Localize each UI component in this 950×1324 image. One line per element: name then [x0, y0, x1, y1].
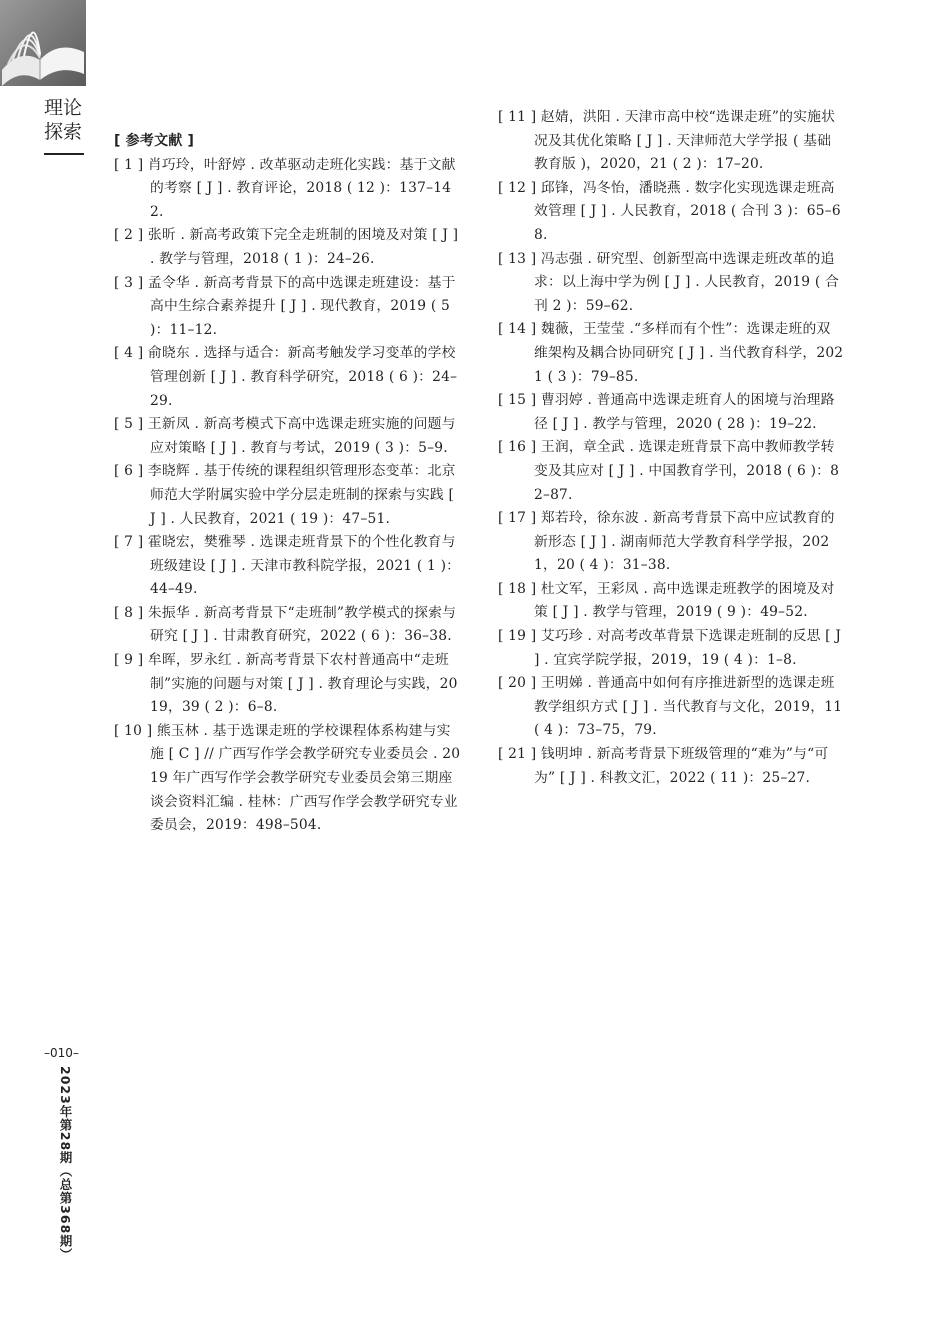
page-number: –010– [44, 1046, 79, 1060]
reference-item: [ 3 ] 孟令华 . 新高考背景下的高中选课走班建设：基于高中生综合素养提升 [ J ] . 现代教育，2019 ( 5 )：11–12. [114, 274, 456, 338]
reference-item: [ 2 ] 张昕 . 新高考政策下完全走班制的困境及对策 [ J ] . 教学与管理，2018 ( 1 )：24–26. [114, 227, 463, 267]
reference-item: [ 19 ] 艾巧珍 . 对高考改革背景下选课走班制的反思 [ J ] . 宜宾学院学报，2019，19 ( 4 )：1–8. [498, 628, 846, 668]
reference-list-right [498, 106, 847, 790]
references-right-column [498, 106, 847, 790]
reference-item: [ 18 ] 杜文军，王彩凤 . 高中选课走班教学的困境及对策 [ J ] . 教学与管理，2019 ( 9 )：49–52. [498, 580, 835, 621]
reference-item: [ 17 ] 郑若玲，徐东波 . 新高考背景下高中应试教育的新形态 [ J ] . 湖南师范大学教育科学学报，2021，20 ( 4 )：31–38. [498, 510, 835, 574]
reference-item: [ 5 ] 王新凤 . 新高考模式下高中选课走班实施的问题与应对策略 [ J ] . 教育与考试，2019 ( 3 )：5–9. [114, 416, 456, 456]
reference-item: [ 14 ] 魏薇，王莹莹 .“多样而有个性”：选课走班的双维架构及耦合协同研究 [ J ] . 当代教育科学，2021 ( 3 )：79–85. [498, 321, 844, 385]
reference-item: [ 13 ] 冯志强 . 研究型、创新型高中选课走班改革的追求：以上海中学为例 [ J ] . 人民教育，2019 ( 合刊 2 )：59–62. [498, 250, 840, 314]
reference-item: [ 9 ] 牟晖，罗永红 . 新高考背景下农村普通高中“走班制”实施的问题与对策 [ J ] . 教育理论与实践，2019，39 ( 2 )：6–8. [114, 652, 458, 716]
section-rule [44, 153, 84, 155]
open-book-image [0, 0, 86, 86]
reference-item: [ 10 ] 熊玉林 . 基于选课走班的学校课程体系构建与实施 [ C ] // 广西写作学会教学研究专业委员会 . 2019 年广西写作学会教学研究专业委员会第三期座谈会资料汇编 . 桂林：广西写作学会教学研究专业委员会，2019：498–504. [114, 722, 461, 834]
reference-item: [ 16 ] 王润，章全武 . 选课走班背景下高中教师教学转变及其应对 [ J ] . 中国教育学刊，2018 ( 6 )：82–87. [498, 439, 840, 503]
section-label: 理论探索 [44, 97, 83, 143]
reference-item: [ 1 ] 肖巧玲，叶舒婷 . 改革驱动走班化实践：基于文献的考察 [ J ] . 教育评论，2018 ( 12 )：137–142. [114, 156, 456, 220]
references-heading: [ 参考文献 ] [114, 133, 195, 149]
reference-item: [ 20 ] 王明娣 . 普通高中如何有序推进新型的选课走班教学组织方式 [ J ] . 当代教育与文化，2019，11 ( 4 )：73–75，79. [498, 675, 847, 739]
reference-item: [ 6 ] 李晓辉 . 基于传统的课程组织管理形态变革：北京师范大学附属实验中学分层走班制的探索与实践 [ J ] . 人民教育，2021 ( 19 )：47–51. [114, 463, 459, 527]
reference-item: [ 21 ] 钱明坤 . 新高考背景下班级管理的“难为”与“可为” [ J ] . 科教文汇，2022 ( 11 )：25–27. [498, 746, 829, 786]
reference-item: [ 12 ] 邱锋，冯冬怡，潘晓燕 . 数字化实现选课走班高效管理 [ J ] . 人民教育，2018 ( 合刊 3 )：65–68. [498, 179, 841, 243]
references-left-column [114, 130, 464, 838]
issue-info: 2023年第28期（总第368期） [58, 1066, 73, 1262]
reference-item: [ 8 ] 朱振华 . 新高考背景下“走班制”教学模式的探索与研究 [ J ] . 甘肃教育研究，2022 ( 6 )：36–38. [114, 604, 457, 645]
reference-item: [ 11 ] 赵婧，洪阳 . 天津市高中校“选课走班”的实施状况及其优化策略 [ J ] . 天津师范大学学报 ( 基础教育版 )，2020，21 ( 2 )：17–20. [498, 109, 836, 173]
reference-list-left [114, 154, 464, 838]
reference-item: [ 7 ] 霍晓宏，樊雅琴 . 选课走班背景下的个性化教育与班级建设 [ J ] . 天津市教科院学报，2021 ( 1 )：44–49. [114, 534, 461, 598]
reference-item: [ 15 ] 曹羽婷 . 普通高中选课走班育人的困境与治理路径 [ J ] . 教学与管理，2020 ( 28 )：19–22. [498, 392, 835, 432]
reference-item: [ 4 ] 俞晓东 . 选择与适合：新高考触发学习变革的学校管理创新 [ J ] . 教育科学研究，2018 ( 6 )：24–29. [114, 345, 458, 409]
